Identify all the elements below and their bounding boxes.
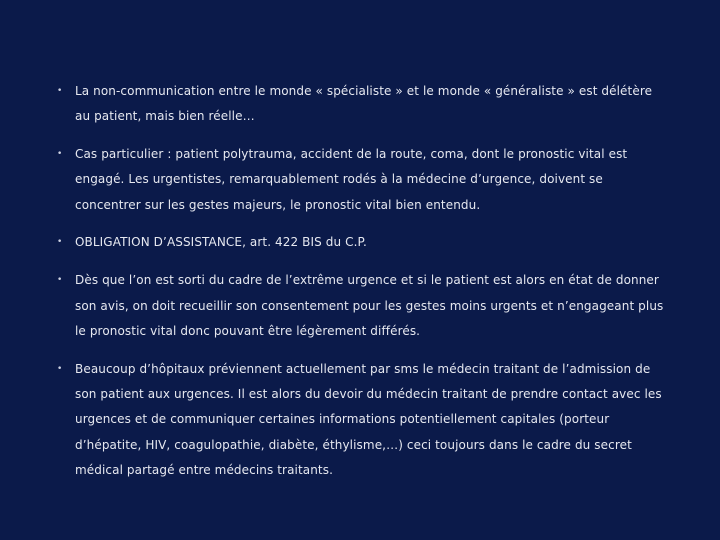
bullet-text: Beaucoup d’hôpitaux préviennent actuellement par sms le médecin traitant de l’admission de son patient aux urgences. Il est alors du devoir du médecin traitant de prendre contact avec les urgences et de communiquer certaines informations potentiellement capitales (porteur d’hépatite, HIV, coagulopathie, diabète, éthylisme,…) ceci toujours dans le cadre du secret médical partagé entre médecins traitants. bbox=[75, 361, 662, 477]
bullet-list bbox=[54, 79, 666, 496]
bullet-item bbox=[54, 268, 666, 344]
bullet-icon: • bbox=[57, 237, 63, 248]
bullet-text: OBLIGATION D’ASSISTANCE, art. 422 BIS du C.P. bbox=[75, 235, 367, 250]
bullet-item bbox=[54, 79, 666, 130]
bullet-text: Cas particulier : patient polytrauma, accident de la route, coma, dont le pronostic vital est engagé. Les urgentistes, remarquablement rodés à la médecine d’urgence, doivent se concentrer sur les gestes majeurs, le pronostic vital bien entendu. bbox=[75, 147, 628, 212]
bullet-text: La non-communication entre le monde « spécialiste » et le monde « généraliste » est délétère au patient, mais bien réelle… bbox=[75, 84, 653, 124]
bullet-icon: • bbox=[57, 86, 63, 96]
bullet-icon: • bbox=[57, 149, 63, 160]
bullet-item bbox=[54, 230, 666, 255]
bullet-icon: • bbox=[57, 275, 63, 286]
bullet-text: Dès que l’on est sorti du cadre de l’extrême urgence et si le patient est alors en état de donner son avis, on doit recueillir son consentement pour les gestes moins urgents et n’engageant plus le pronostic vital donc pouvant être légèrement différés. bbox=[75, 273, 664, 338]
bullet-icon: • bbox=[57, 363, 63, 374]
bullet-item bbox=[54, 357, 666, 483]
bullet-item bbox=[54, 142, 666, 218]
